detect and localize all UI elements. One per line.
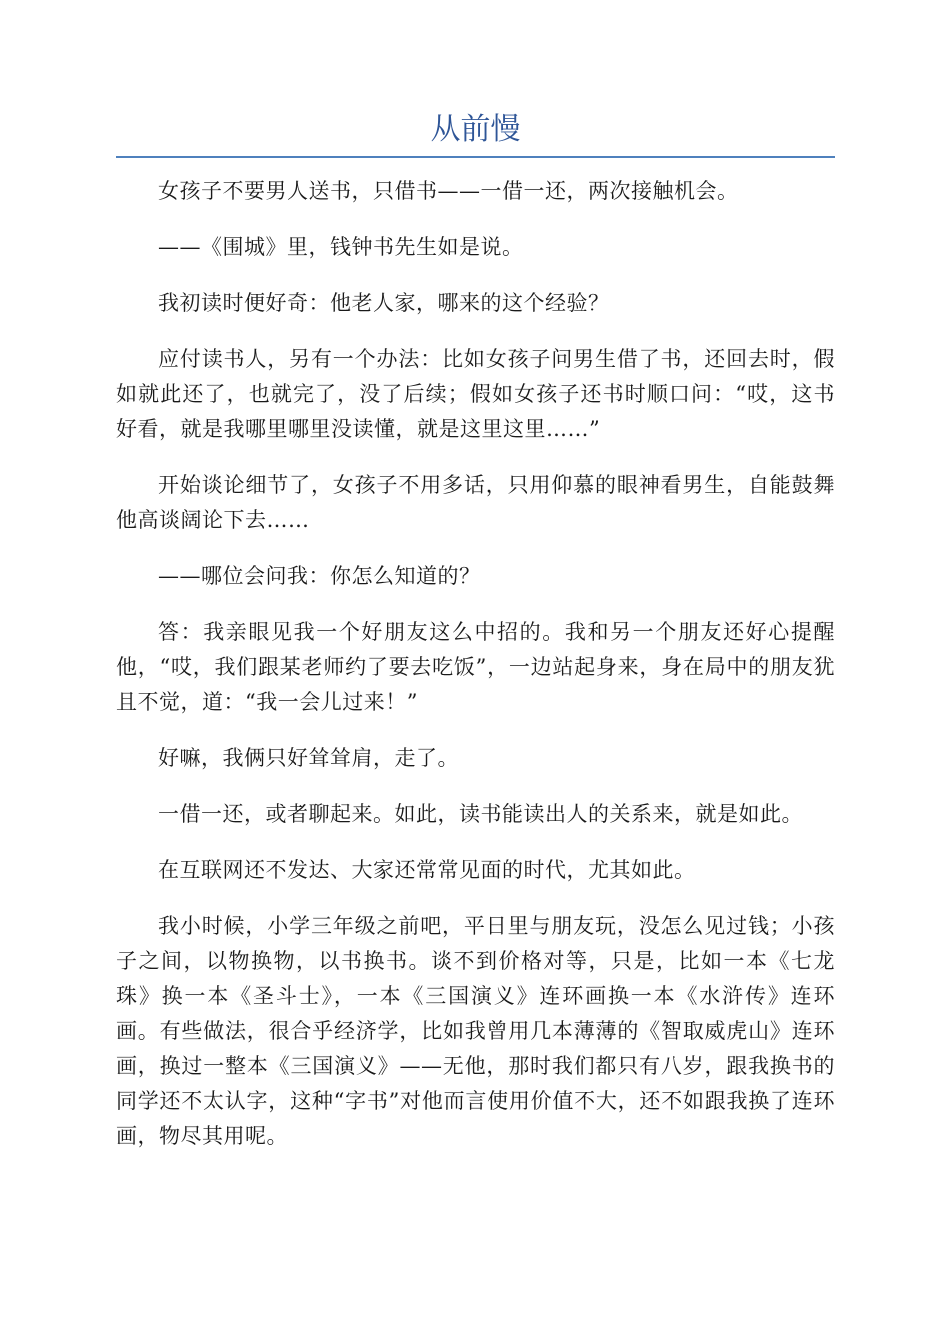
document-body — [116, 174, 835, 1175]
paragraph: ——哪位会问我：你怎么知道的？ — [158, 564, 481, 588]
paragraph: 在互联网还不发达、大家还常常见面的时代，尤其如此。 — [158, 858, 696, 882]
paragraph: 开始谈论细节了，女孩子不用多话，只用仰慕的眼神看男生，自能鼓舞他高谈阔论下去…… — [116, 473, 835, 532]
paragraph: 好嘛，我俩只好耸耸肩，走了。 — [158, 746, 459, 770]
title-block — [116, 108, 835, 158]
document-title: 从前慢 — [430, 112, 521, 147]
paragraph: ——《围城》里，钱钟书先生如是说。 — [158, 235, 524, 259]
paragraph: 应付读书人，另有一个办法：比如女孩子问男生借了书，还回去时，假如就此还了，也就完了，没了后续；假如女孩子还书时顺口问：“哎，这书好看，就是我哪里哪里没读懂，就是这里这里……” — [116, 347, 835, 441]
paragraph: 答：我亲眼见我一个好朋友这么中招的。我和另一个朋友还好心提醒他，“哎，我们跟某老师约了要去吃饭”，一边站起身来，身在局中的朋友犹且不觉，道：“我一会儿过来！” — [116, 620, 835, 714]
paragraph: 一借一还，或者聊起来。如此，读书能读出人的关系来，就是如此。 — [158, 802, 803, 826]
paragraph: 我初读时便好奇：他老人家，哪来的这个经验？ — [158, 291, 610, 315]
paragraph: 我小时候，小学三年级之前吧，平日里与朋友玩，没怎么见过钱；小孩子之间，以物换物，以书换书。谈不到价格对等，只是，比如一本《七龙珠》换一本《圣斗士》，一本《三国演义》连环画换一本《水浒传》连环画。有些做法，很合乎经济学，比如我曾用几本薄薄的《智取威虎山》连环画，换过一整本《三国演义》——无他，那时我们都只有八岁，跟我换书的同学还不太认字，这种“字书”对他而言使用价值不大，还不如跟我换了连环画，物尽其用呢。 — [116, 914, 835, 1148]
paragraph: 女孩子不要男人送书，只借书——一借一还，两次接触机会。 — [158, 179, 739, 203]
